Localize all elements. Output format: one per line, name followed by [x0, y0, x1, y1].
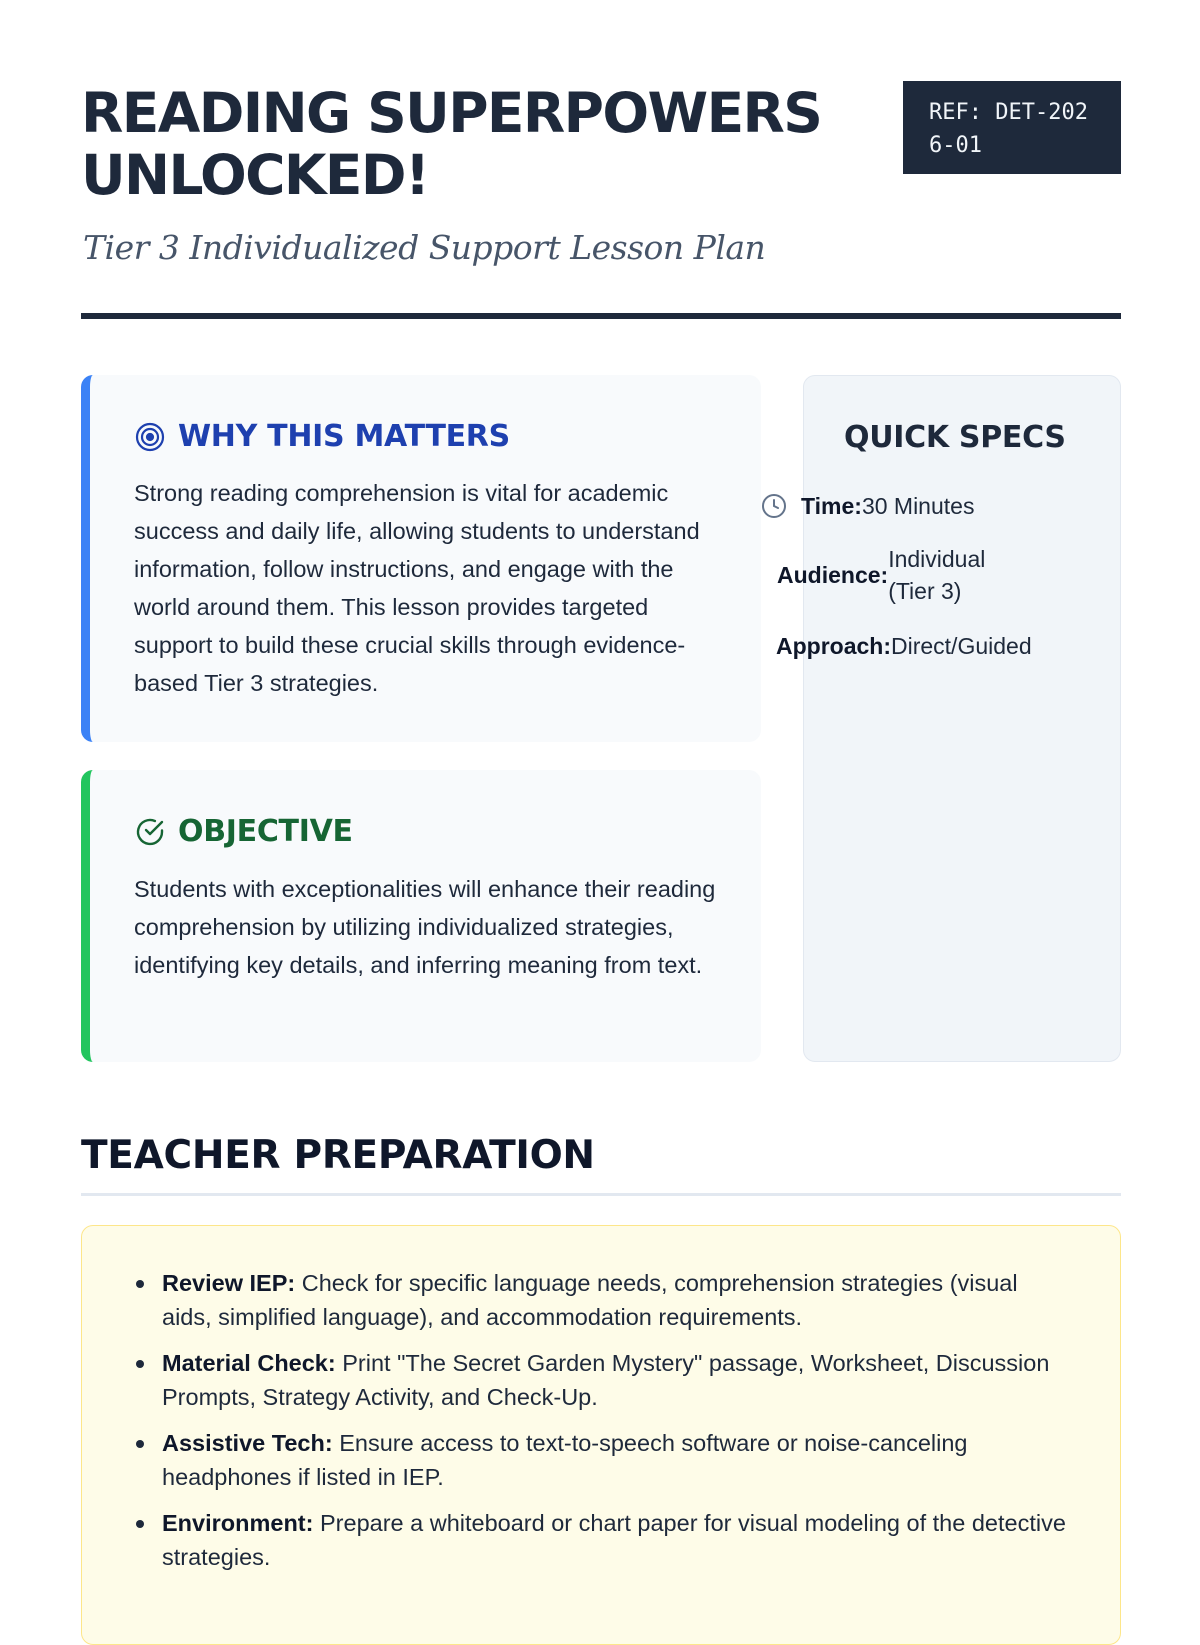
why-body: Strong reading comprehension is vital for academic success and daily life, allowing students to understand information, follow instructions, and engage with the world around them. This lesson provides targeted support to build these crucial skills through evidence-based Tier 3 strategies. — [134, 480, 700, 696]
objective-heading — [134, 814, 353, 850]
reference-badge: REF: DET-2026-01 — [903, 81, 1121, 174]
prep-item-text: Print "The Secret Garden Mystery" passage, Worksheet, Discussion Prompts, Strategy Activity, and Check-Up. — [162, 1350, 1050, 1410]
header — [81, 0, 1121, 322]
prep-item-text: Check for specific language needs, comprehension strategies (visual aids, simplified language), and accommodation requirements. — [162, 1270, 1018, 1330]
spec-approach-value: Direct/Guided — [891, 633, 1032, 659]
header-divider — [81, 313, 1121, 319]
spec-approach-label: Approach: — [776, 633, 891, 659]
quick-specs-heading: QUICK SPECS — [844, 420, 1066, 455]
prep-list — [162, 1266, 1070, 1586]
why-heading — [134, 419, 510, 455]
page-title: READING SUPERPOWERS UNLOCKED! — [81, 81, 822, 207]
spec-audience-label: Audience: — [777, 562, 889, 588]
prep-item-label: Review IEP: — [162, 1270, 296, 1296]
list-item — [162, 1346, 1070, 1414]
prep-item-label: Environment: — [162, 1510, 314, 1536]
prep-item-label: Assistive Tech: — [162, 1430, 333, 1456]
teacher-preparation-heading: TEACHER PREPARATION — [81, 1133, 595, 1178]
objective-body: Students with exceptionalities will enhance their reading comprehension by utilizing individualized strategies, identifying key details, and inferring meaning from text. — [134, 876, 716, 978]
clock-icon — [761, 493, 787, 519]
list-item — [162, 1506, 1070, 1574]
prep-item-text: Ensure access to text-to-speech software or noise-canceling headphones if listed in IEP. — [162, 1430, 968, 1490]
quick-specs-panel — [803, 375, 1121, 1062]
spec-approach — [776, 630, 1032, 662]
prep-item-label: Material Check: — [162, 1350, 336, 1376]
why-heading-text: WHY THIS MATTERS — [178, 419, 510, 454]
check-circle-icon — [134, 816, 166, 848]
target-icon — [134, 421, 166, 453]
list-item — [162, 1426, 1070, 1494]
teacher-preparation-box — [81, 1225, 1121, 1645]
why-this-matters-card — [81, 375, 761, 742]
objective-heading-text: OBJECTIVE — [178, 814, 353, 849]
spec-time-label: Time: — [801, 493, 862, 519]
page-subtitle: Tier 3 Individualized Support Lesson Plan — [83, 228, 766, 267]
spec-time — [761, 490, 974, 522]
objective-card — [81, 770, 761, 1062]
prep-item-text: Prepare a whiteboard or chart paper for visual modeling of the detective strategies. — [162, 1510, 1066, 1570]
list-item — [162, 1266, 1070, 1334]
spec-audience — [777, 543, 998, 607]
spec-audience-value: Individual (Tier 3) — [888, 546, 986, 604]
spec-time-value: 30 Minutes — [861, 493, 975, 519]
section-divider — [81, 1193, 1121, 1196]
